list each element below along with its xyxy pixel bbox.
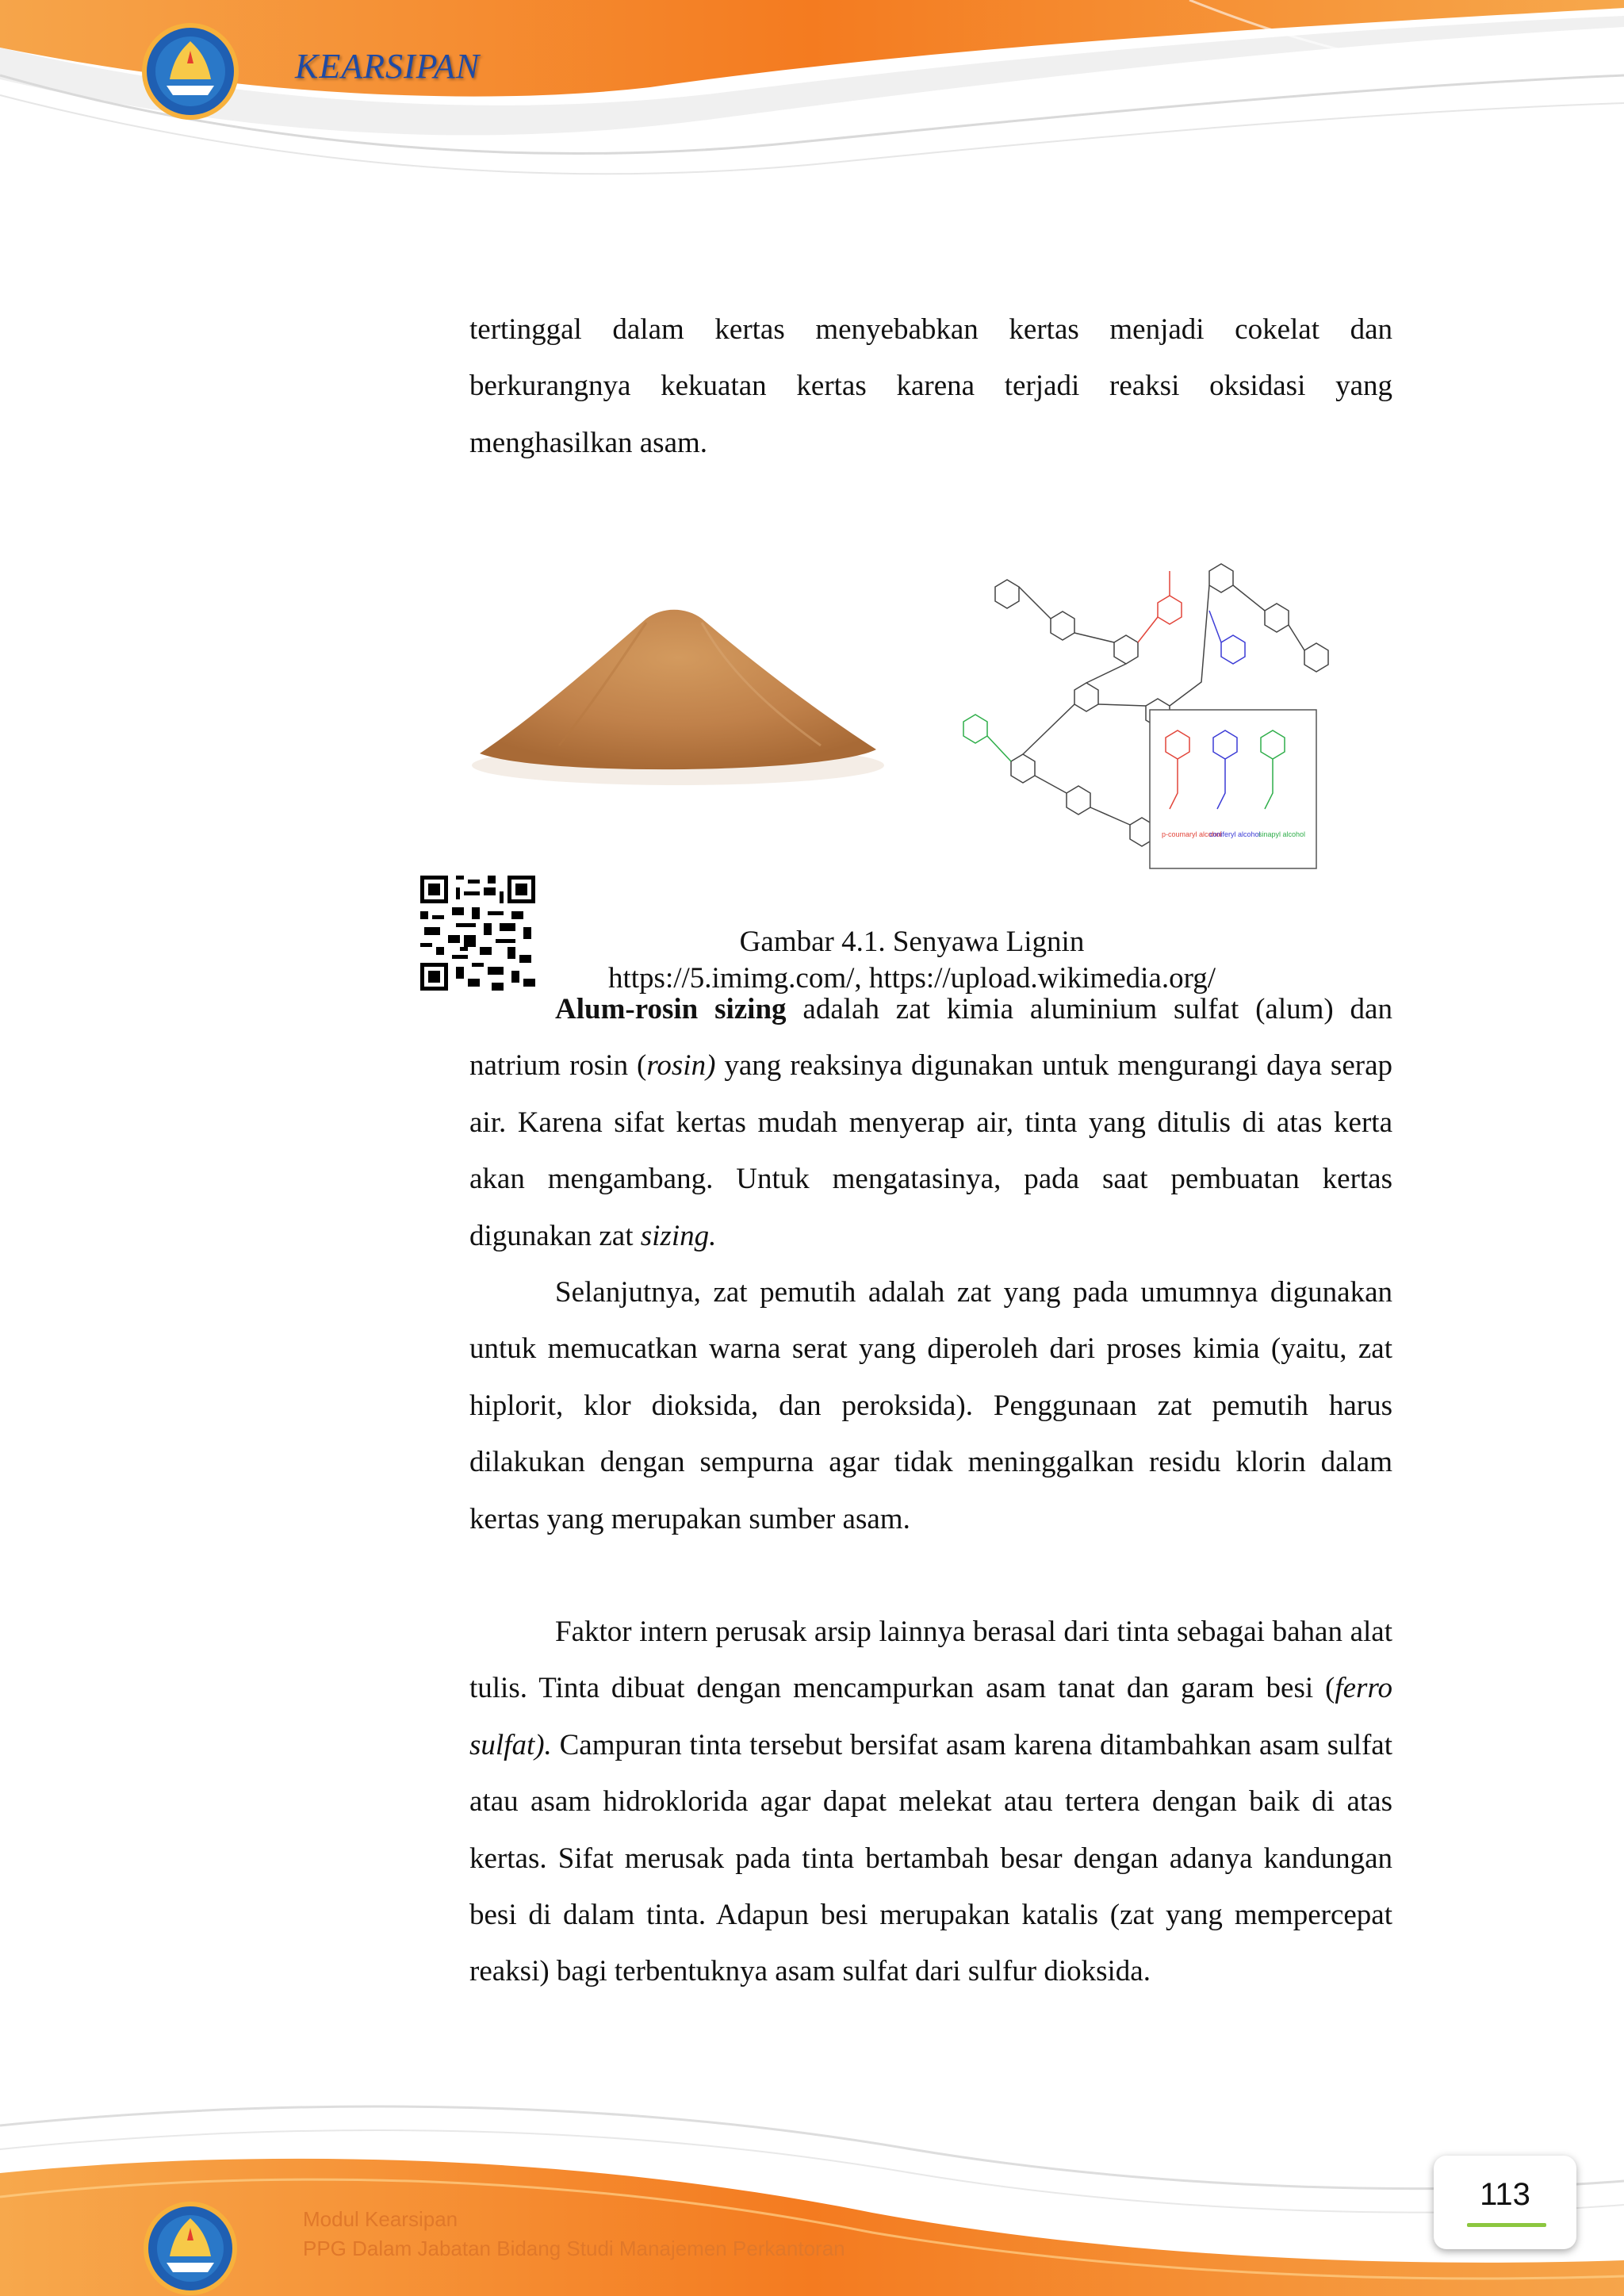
term-alum-rosin: Alum-rosin sizing: [555, 993, 787, 1025]
page-number: 113: [1480, 2177, 1530, 2212]
paragraph-tinta: Faktor intern perusak arsip lainnya berasal dari tinta sebagai bahan alat tulis. Tinta dibuat dengan mencampurkan asam tanat dan garam besi (ferro sulfat). Campuran tinta tersebut bersifat asam karena ditambahkan asam sulfat atau asam hidroklorida agar dapat melekat atau tertera dengan baik di atas kertas. Sifat merusak pada tinta bertambah besar dengan adanya kandungan besi di dalam tinta. Adapun besi merupakan katalis (zat yang mempercepat reaksi) bagi terbentuknya asam sulfat dari sulfur dioksida.: [469, 1616, 1392, 1988]
lignin-structure-diagram: [948, 523, 1344, 888]
qr-code-icon[interactable]: [420, 876, 535, 991]
header-title: KEARSIPAN: [295, 47, 481, 86]
footer-module-title: Modul Kearsipan: [303, 2207, 458, 2231]
paragraph-zat-pemutih: Selanjutnya, zat pemutih adalah zat yang pada umumnya digunakan untuk memucatkan warna serat yang diperoleh dari proses kimia (yaitu, zat hiplorit, klor dioksida, dan peroksida). Penggunaan zat pemutih harus dilakukan dengan sempurna agar tidak meninggalkan residu klorin dalam kertas yang merupakan sumber asam.: [469, 1276, 1392, 1535]
legend-label-sinapyl: sinapyl alcohol: [1258, 830, 1306, 838]
paragraph-alum-rosin: Alum-rosin sizing adalah zat kimia aluminium sulfat (alum) dan natrium rosin (rosin) yang reaksinya digunakan untuk mengurangi daya serap air. Karena sifat kertas mudah menyerap air, tinta yang ditulis di atas kerta akan mengambang. Untuk mengatasinya, pada saat pembuatan kertas digunakan zat sizing.: [469, 993, 1393, 1252]
lignin-powder-image: [464, 587, 892, 793]
figure-caption-source: https://5.imimg.com/, https://upload.wikimedia.org/: [607, 962, 1216, 995]
tut-wuri-handayani-logo-icon: [144, 25, 236, 117]
footer-logo-icon: [146, 2204, 235, 2293]
footer-banner: [0, 2078, 1624, 2296]
paragraph-continued: tertinggal dalam kertas menyebabkan kertas menjadi cokelat dan berkurangnya kekuatan kertas karena terjadi reaksi oksidasi yang menghasilkan asam.: [469, 313, 1392, 459]
page-number-underline: [1467, 2223, 1546, 2227]
legend-label-coumaryl: p-coumaryl alcohol: [1162, 830, 1222, 838]
legend-label-coniferyl: coniferyl alcohol: [1209, 830, 1261, 838]
figure-caption-title: Gambar 4.1. Senyawa Lignin: [739, 926, 1085, 958]
footer-program-title: PPG Dalam Jabatan Bidang Studi Manajemen Perkantoran: [303, 2237, 845, 2260]
header-banner: [0, 0, 1624, 206]
figure-lignin: [0, 508, 1624, 1015]
